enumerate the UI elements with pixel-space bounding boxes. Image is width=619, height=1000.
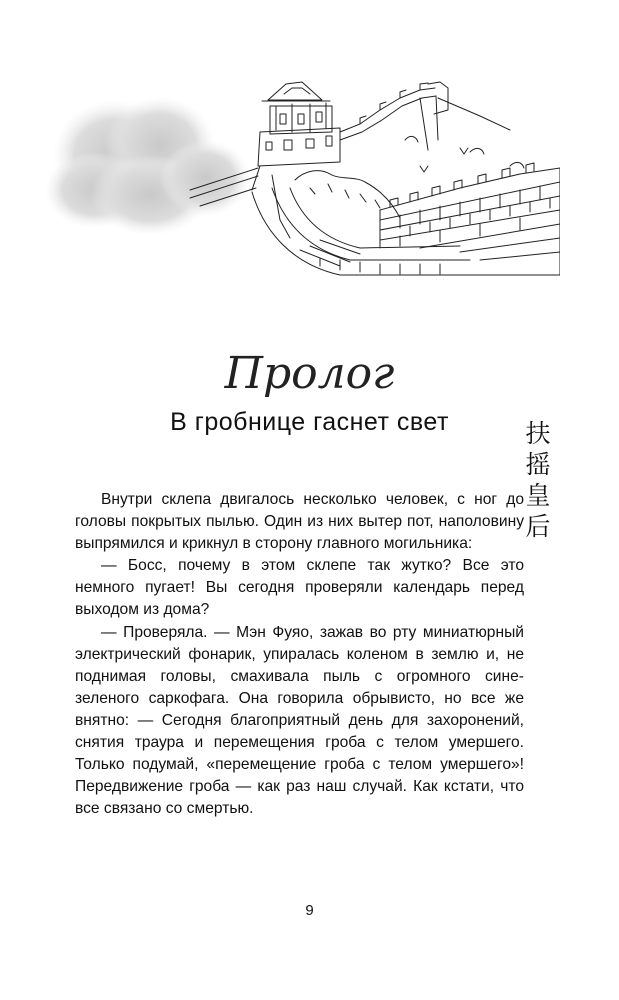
side-title-char: 扶: [525, 419, 551, 448]
side-title-char: 皇: [525, 481, 551, 510]
paragraph: — Босс, почему в этом склепе так жутко? Все это немного пугает! Вы сегодня проверяли календарь перед выходом из дома?: [75, 557, 524, 619]
page-number: 9: [305, 902, 314, 919]
great-wall-illustration: [40, 70, 560, 285]
chapter-label: Пролог: [224, 348, 395, 399]
side-title-char: 摇: [525, 450, 551, 479]
cloud-wash: [45, 97, 250, 235]
side-title-char: 后: [525, 512, 551, 541]
paragraph: Внутри склепа двигалось несколько человек, с ног до головы покрытых пылью. Один из них вытер пот, наполовину выпрямился и крикнул в сторону главного могильника:: [75, 491, 524, 553]
chapter-title: В гробнице гаснет свет: [170, 408, 449, 436]
paragraph: — Проверяла. — Мэн Фуяо, зажав во рту миниатюрный электрический фонарик, упиралась коленом в землю и, не поднимая головы, смахивала пыль с огромного сине-зеленого саркофага. Она говорила обрывисто, но все же внятно: — Сегодня благоприятный день для захоронений, снятия траура и перемещения гроба с телом умершего. Только подумай, «перемещение гроба с телом умершего»! Передвижение гроба — как раз наш случай. Как кстати, что все связано со смертью.: [75, 623, 524, 818]
vertical-book-title: [522, 418, 554, 542]
body-text: [75, 489, 524, 820]
